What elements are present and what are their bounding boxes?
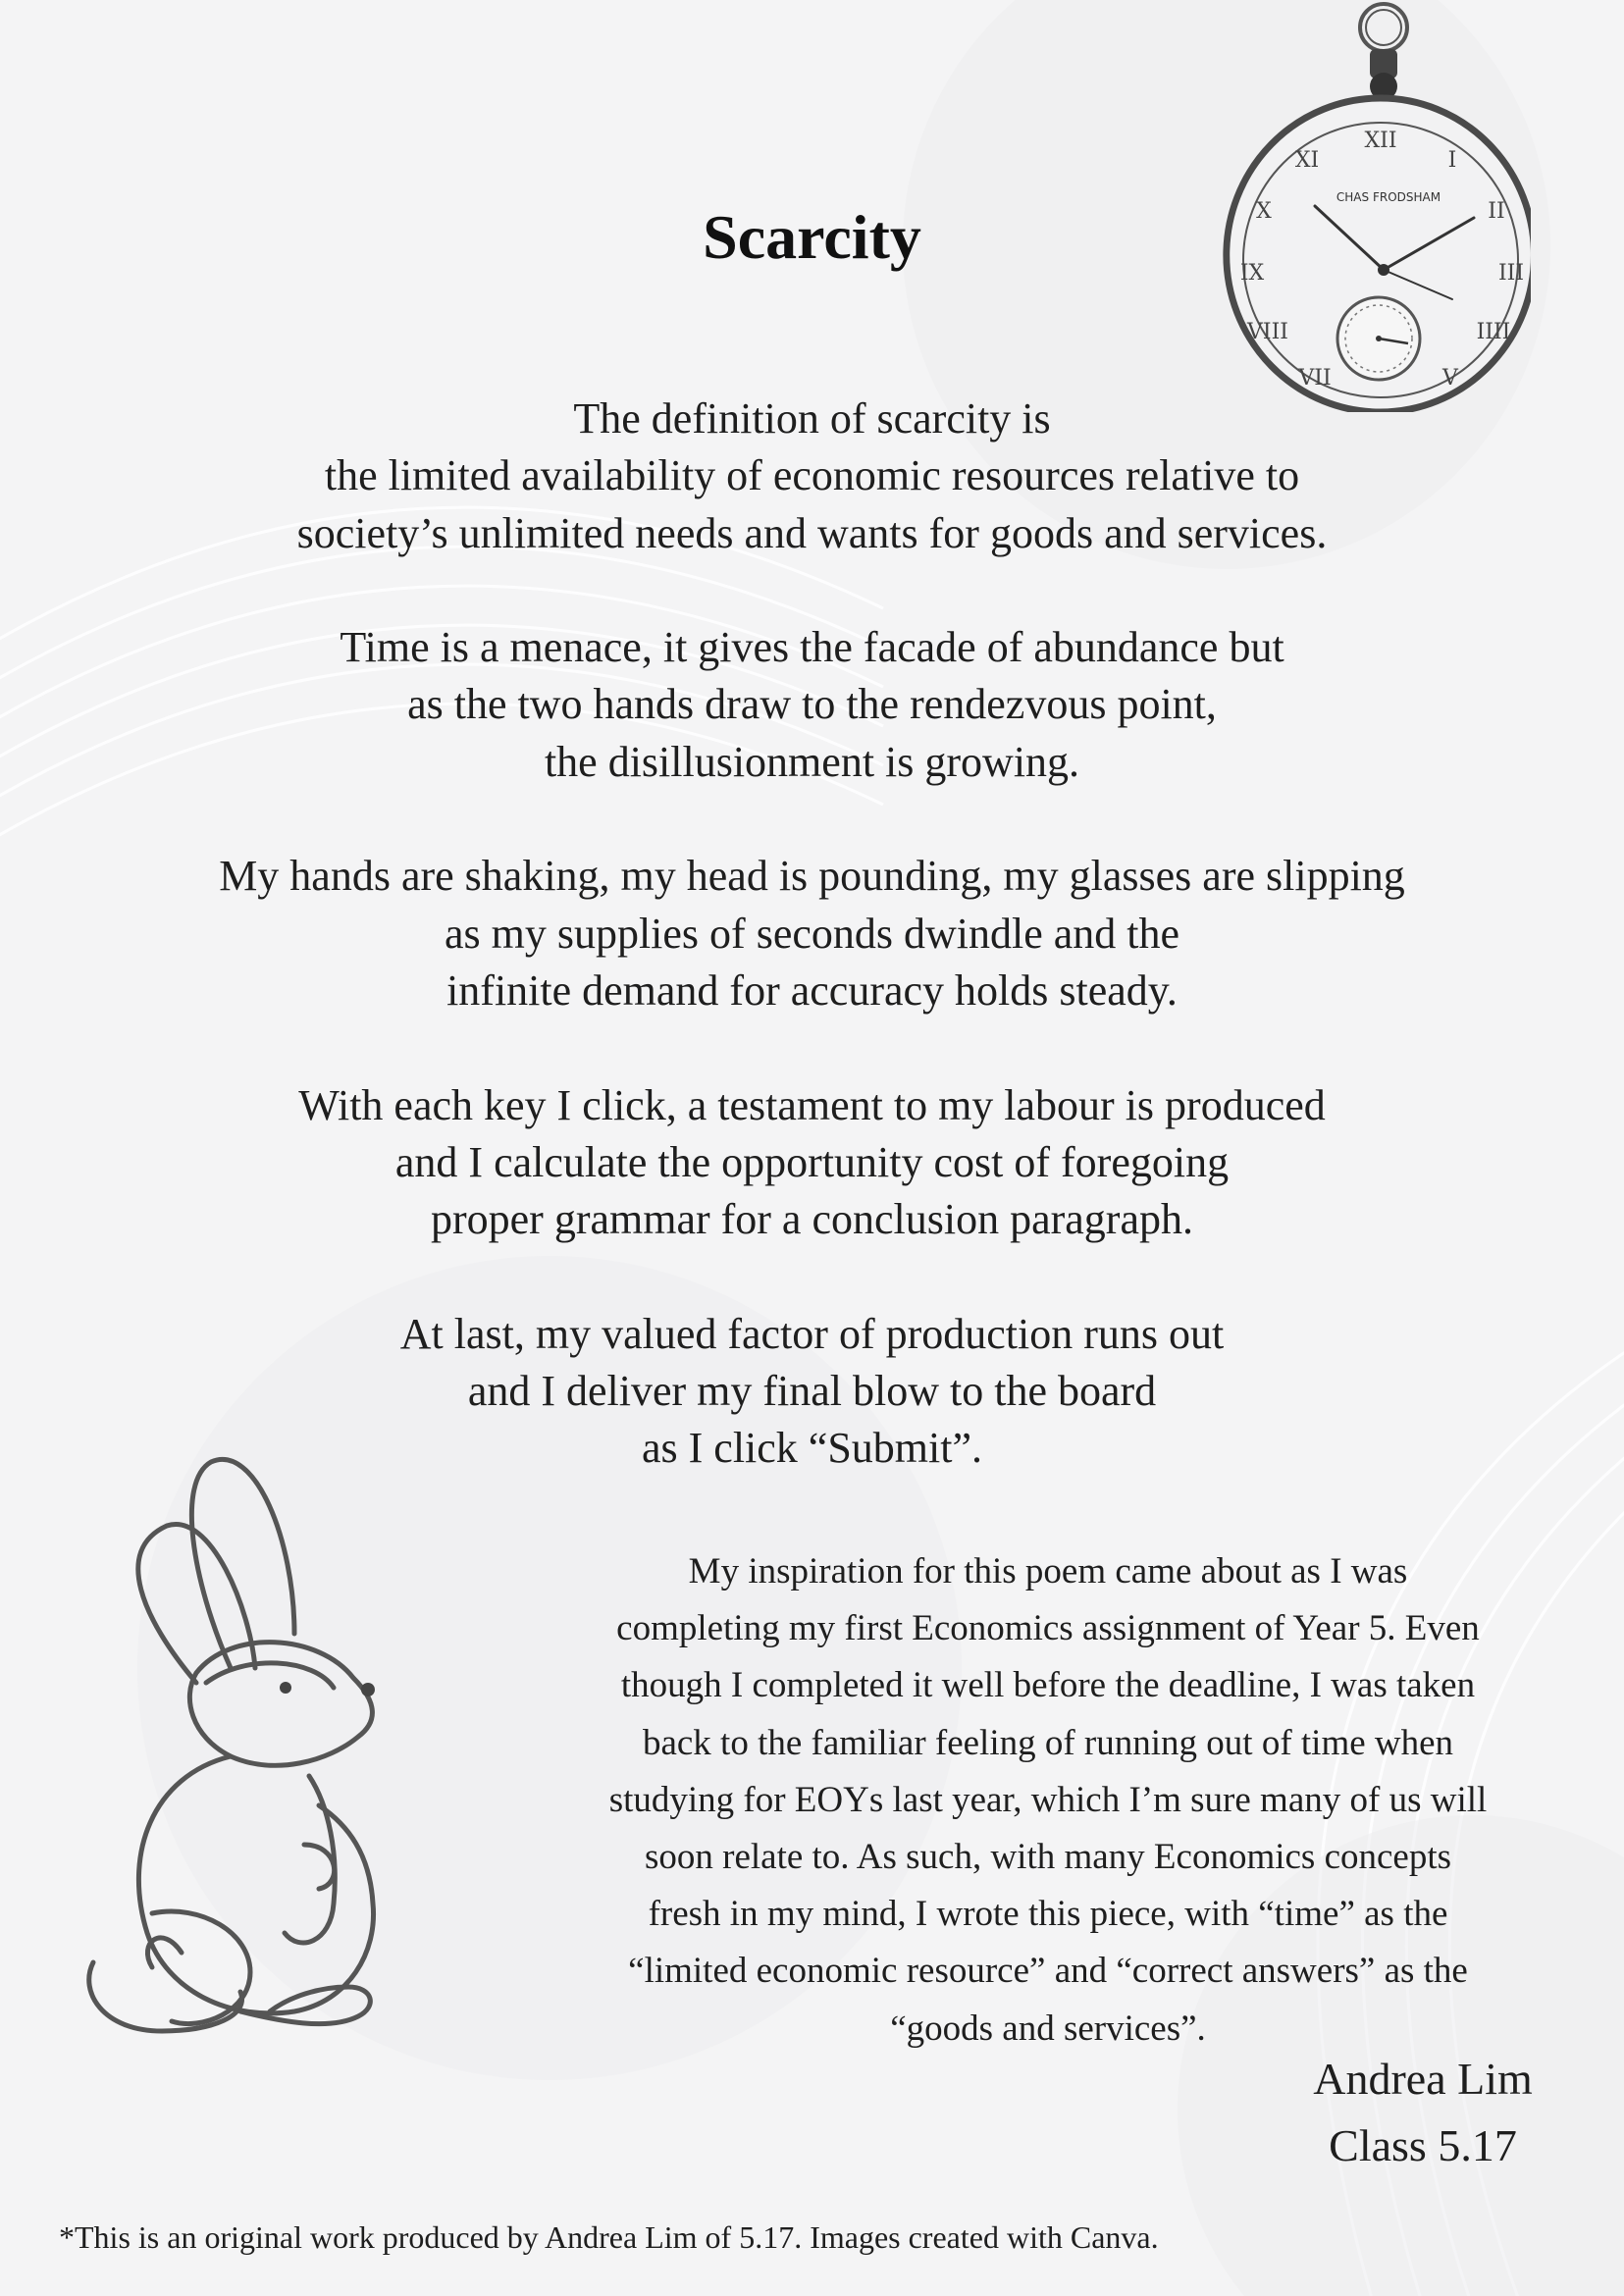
pocket-watch-icon [1217, 0, 1531, 412]
poem-line: proper grammar for a conclusion paragraph. [430, 1195, 1193, 1244]
poem-line: the disillusionment is growing. [544, 737, 1080, 786]
poem-line: society’s unlimited needs and wants for goods and services. [296, 508, 1328, 557]
note-line: “limited economic resource” and “correct answers” as the [628, 1951, 1468, 1992]
note-line: though I completed it well before the deadline, I was taken [620, 1665, 1476, 1706]
poem-line: as my supplies of seconds dwindle and the [444, 909, 1180, 958]
svg-text:II: II [1488, 199, 1505, 224]
note-line: “goods and services”. [890, 2008, 1206, 2049]
svg-text:XII: XII [1364, 129, 1397, 153]
poem-stanza [98, 1077, 1526, 1249]
svg-text:III: III [1497, 261, 1525, 286]
svg-text:IIII: IIII [1476, 320, 1511, 344]
poem-line: as I click “Submit”. [641, 1424, 982, 1473]
svg-text:VII: VII [1298, 366, 1332, 391]
author-class: Class 5.17 [1329, 2120, 1517, 2170]
poem [98, 391, 1526, 1535]
svg-text:VIII: VIII [1247, 320, 1288, 344]
rabbit-line-art-icon [83, 1442, 456, 2090]
note-line: My inspiration for this poem came about as I was [688, 1551, 1408, 1592]
poem-stanza [98, 391, 1526, 562]
author-signature [1276, 2046, 1570, 2179]
author-name: Andrea Lim [1313, 2054, 1533, 2104]
inspiration-note [538, 1543, 1558, 2058]
page-title: Scarcity [703, 202, 921, 272]
watch-dial-text: CHAS FRODSHAM [1336, 190, 1441, 204]
poem-line: My hands are shaking, my head is pounding, my glasses are slipping [219, 852, 1405, 901]
note-line: fresh in my mind, I wrote this piece, with “time” as the [648, 1894, 1448, 1935]
poem-line: infinite demand for accuracy holds steady. [446, 965, 1178, 1015]
poem-line: Time is a menace, it gives the facade of abundance but [340, 623, 1284, 672]
svg-text:XI: XI [1294, 148, 1320, 173]
poem-line: The definition of scarcity is [573, 394, 1051, 443]
poem-stanza [98, 848, 1526, 1019]
svg-text:I: I [1447, 148, 1457, 173]
poem-line: At last, my valued factor of production runs out [399, 1309, 1225, 1358]
svg-text:X: X [1256, 199, 1272, 224]
poem-line: and I calculate the opportunity cost of foregoing [394, 1137, 1230, 1186]
poem-line: the limited availability of economic resources relative to [324, 451, 1300, 500]
note-line: completing my first Economics assignment of Year 5. Even [616, 1608, 1480, 1649]
poem-line: as the two hands draw to the rendezvous point, [407, 680, 1217, 729]
poem-line: With each key I click, a testament to my labour is produced [298, 1080, 1326, 1129]
poem-stanza [98, 619, 1526, 791]
note-line: back to the familiar feeling of running out of time when [642, 1722, 1454, 1763]
poem-line: and I deliver my final blow to the board [467, 1367, 1157, 1416]
footnote: *This is an original work produced by Andrea Lim of 5.17. Images created with Canva. [59, 2219, 1159, 2255]
note-line: soon relate to. As such, with many Economics concepts [644, 1837, 1452, 1878]
svg-text:V: V [1442, 366, 1458, 391]
svg-text:IX: IX [1239, 261, 1265, 286]
note-line: studying for EOYs last year, which I’m sure many of us will [608, 1779, 1488, 1820]
